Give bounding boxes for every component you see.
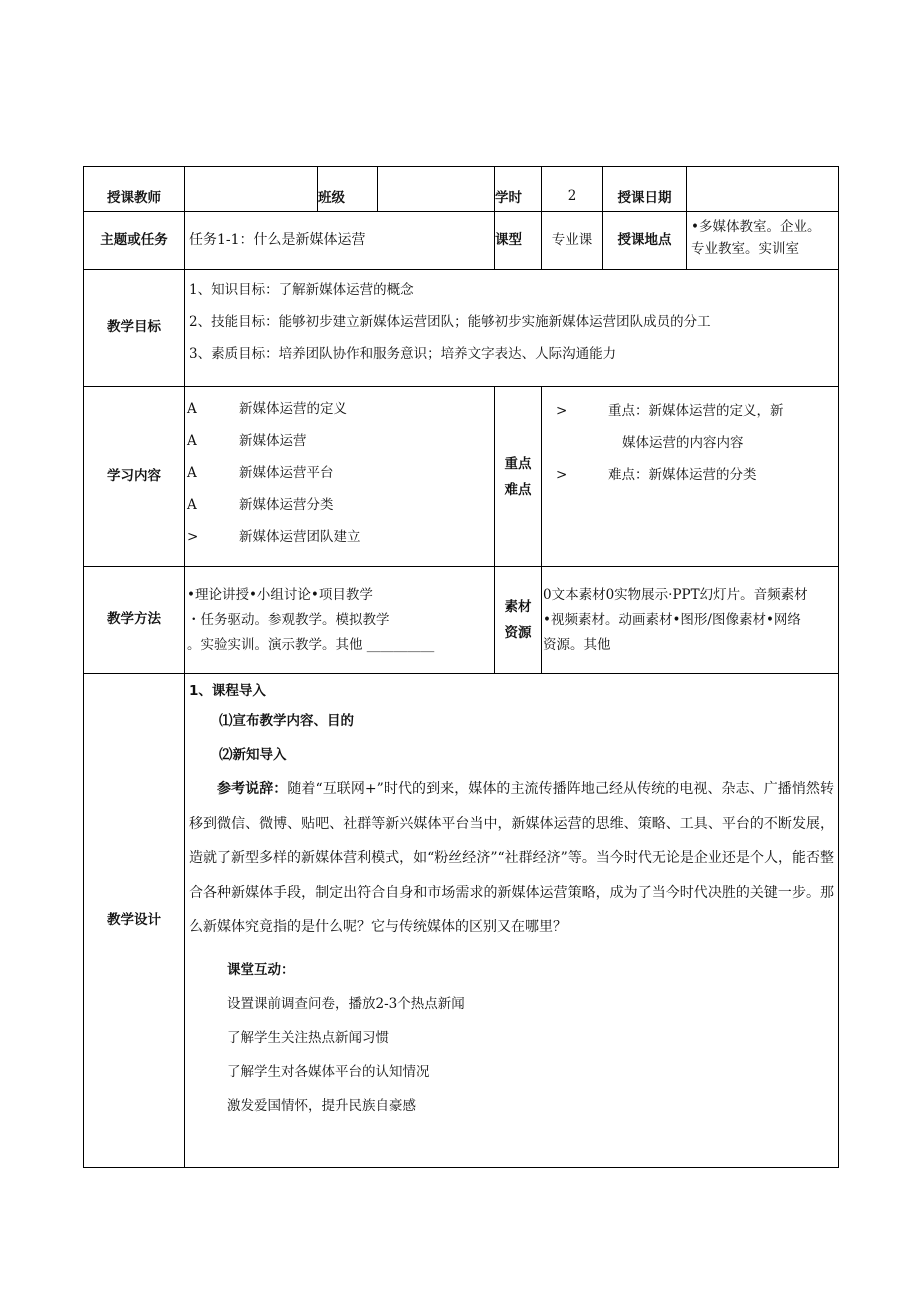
content-text: 新媒体运营平台 bbox=[239, 465, 334, 481]
lesson-plan-table bbox=[83, 166, 839, 1168]
design-content bbox=[185, 674, 839, 1168]
interaction-label: 课堂互动： bbox=[227, 961, 295, 978]
key-point-continuation: 媒体运营的内容内容 bbox=[622, 435, 744, 451]
topic-label: 主题或任务 bbox=[84, 212, 185, 270]
hours-value: 2 bbox=[542, 167, 603, 212]
content-item bbox=[185, 425, 494, 457]
place-line: 专业教室。实训室 bbox=[691, 241, 799, 257]
bullet-marker: A bbox=[187, 401, 197, 417]
interaction-item: 设置课前调查问卷，播放2-3个热点新闻 bbox=[227, 995, 465, 1012]
hours-label: 学时 bbox=[495, 167, 542, 212]
method-label: 教学方法 bbox=[84, 567, 185, 674]
topic-value: 任务1-1：什么是新媒体运营 bbox=[185, 212, 495, 270]
date-label: 授课日期 bbox=[603, 167, 687, 212]
material-label-line: 素材 bbox=[504, 599, 532, 615]
reference-text: 随着“互联网+”时代的到来，媒体的主流传播阵地己经从传统的电视、杂志、广播悄然转移到微信、微博、贴吧、社群等新兴媒体平台当中，新媒体运营的思维、策略、工具、平台的不断发展，造就了新型多样的新媒体营利模式，如“粉丝经济”“社群经济”等。当今时代无论是企业还是个人，能否整合各种新媒体手段，制定出符合自身和市场需求的新媒体运营策略，成为了当今时代决胜的关键一步。那么新媒体究竟指的是什么呢？它与传统媒体的区别又在哪里？ bbox=[189, 781, 834, 935]
objective-item: 3、素质目标：培养团队协作和服务意识；培养文字表达、人际沟通能力 bbox=[189, 346, 617, 362]
interaction-item: 激发爱国情怀，提升民族自豪感 bbox=[227, 1097, 416, 1114]
method-row bbox=[84, 567, 839, 674]
key-point-item bbox=[542, 395, 838, 427]
material-line: 资源。其他 bbox=[543, 636, 611, 653]
design-section-title: 1、课程导入 bbox=[189, 683, 266, 699]
content-item bbox=[185, 457, 494, 489]
interaction-item: 了解学生对各媒体平台的认知情况 bbox=[227, 1063, 430, 1080]
bullet-marker: A bbox=[187, 465, 197, 481]
place-value bbox=[687, 212, 839, 270]
bullet-marker: > bbox=[556, 403, 568, 419]
content-row bbox=[84, 387, 839, 567]
content-item bbox=[185, 521, 494, 553]
objectives-list bbox=[185, 270, 839, 387]
header-row bbox=[84, 167, 839, 212]
content-list bbox=[185, 387, 495, 567]
design-label: 教学设计 bbox=[84, 674, 185, 1168]
content-label: 学习内容 bbox=[84, 387, 185, 567]
objective-item: 2、技能目标：能够初步建立新媒体运营团队；能够初步实施新媒体运营团队成员的分工 bbox=[189, 314, 711, 330]
content-item bbox=[185, 393, 494, 425]
class-label: 班级 bbox=[318, 167, 378, 212]
content-text: 新媒体运营分类 bbox=[239, 497, 334, 513]
class-value bbox=[378, 167, 495, 212]
key-difficult-label bbox=[495, 387, 542, 567]
objectives-row bbox=[84, 270, 839, 387]
reference-paragraph bbox=[189, 772, 834, 945]
resource-label-line: 资源 bbox=[504, 625, 532, 641]
content-item bbox=[185, 489, 494, 521]
type-value: 专业课 bbox=[542, 212, 603, 270]
bullet-marker: > bbox=[187, 529, 199, 545]
bullet-marker: A bbox=[187, 497, 197, 513]
place-line: •多媒体教室。企业。 bbox=[691, 219, 821, 235]
design-subsection: ⑵新知导入 bbox=[219, 747, 287, 763]
objective-item: 1、知识目标：了解新媒体运营的概念 bbox=[189, 282, 414, 298]
bullet-marker: A bbox=[187, 433, 197, 449]
material-line: 0文本素材0实物展示·PPT幻灯片。音频素材 bbox=[543, 586, 808, 603]
key-point-item bbox=[542, 459, 838, 491]
bullet-marker: > bbox=[556, 467, 568, 483]
method-line: ・任务驱动。参观教学。模拟教学 bbox=[187, 611, 390, 628]
material-list bbox=[542, 567, 839, 674]
topic-row bbox=[84, 212, 839, 270]
teacher-value bbox=[185, 167, 318, 212]
content-text: 新媒体运营的定义 bbox=[239, 401, 347, 417]
difficult-label: 难点 bbox=[504, 481, 532, 498]
method-line: 。实验实训。演示教学。其他 __________ bbox=[187, 636, 435, 653]
method-list bbox=[185, 567, 495, 674]
design-row bbox=[84, 674, 839, 1168]
key-point-text: 重点：新媒体运营的定义，新 bbox=[608, 403, 784, 419]
content-text: 新媒体运营团队建立 bbox=[239, 529, 361, 545]
objectives-label: 教学目标 bbox=[84, 270, 185, 387]
content-text: 新媒体运营 bbox=[239, 433, 307, 449]
teacher-label: 授课教师 bbox=[84, 167, 185, 212]
material-label bbox=[495, 567, 542, 674]
interaction-item: 了解学生关注热点新闻习惯 bbox=[227, 1029, 389, 1046]
type-label: 课型 bbox=[495, 212, 542, 270]
material-line: •视频素材。动画素材•图形/图像素材•网络 bbox=[543, 611, 801, 628]
key-points bbox=[542, 387, 839, 567]
method-line: •理论讲授•小组讨论•项目教学 bbox=[187, 586, 373, 603]
reference-label: 参考说辞： bbox=[217, 781, 288, 797]
key-point-text: 难点：新媒体运营的分类 bbox=[608, 467, 757, 483]
key-label: 重点 bbox=[504, 455, 532, 472]
place-label: 授课地点 bbox=[603, 212, 687, 270]
design-subsection: ⑴宣布教学内容、目的 bbox=[219, 713, 354, 729]
date-value bbox=[687, 167, 839, 212]
